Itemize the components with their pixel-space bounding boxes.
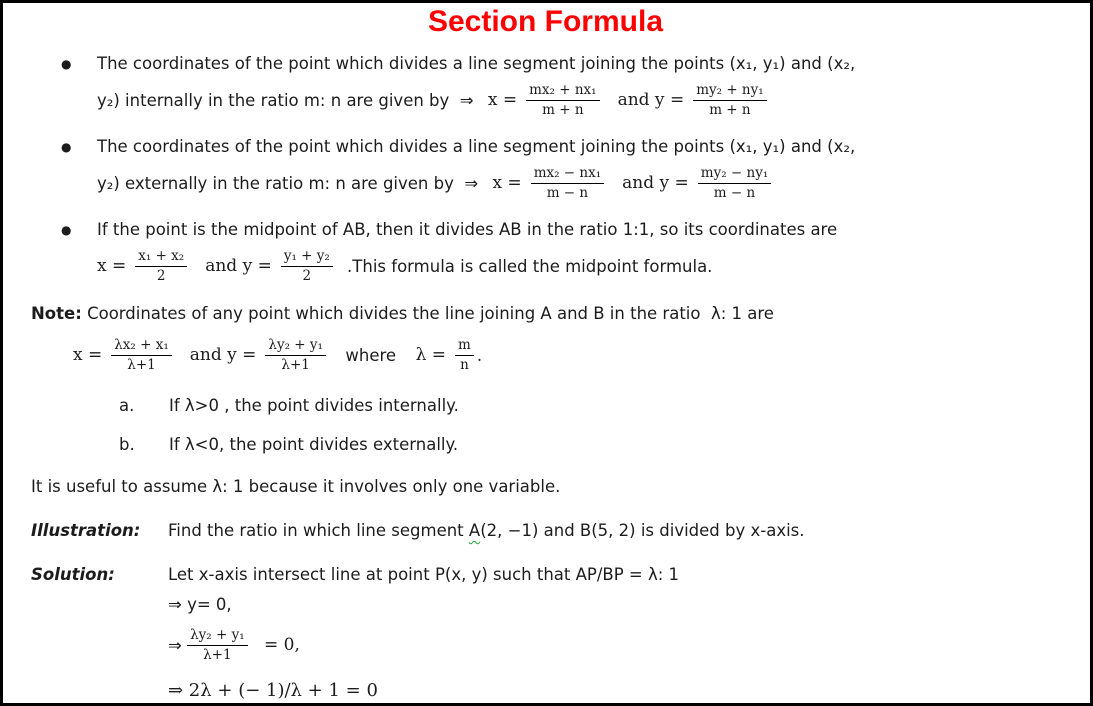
fraction-x-lambda: $\frac{\text{λx₂ + x₁}}{\lambda+1}$ [111,337,172,372]
spellcheck-squiggle: A [468,521,481,540]
solution-steps [168,562,1060,704]
fraction-m-over-n: $\frac{m}{n}$ [455,337,474,372]
list-item-b-text: If λ<0, the point divides externally. [169,435,459,454]
equation-y-label: and y = [617,90,685,110]
lambda-definition: λ = [415,345,447,365]
bullet-external-line2-prefix: y₂) externally in the ratio m: n are given by ⇒ [97,173,484,193]
bullet-external-line2 [97,160,1060,206]
bullet-icon: ● [61,57,72,71]
fraction-y-midpoint: $\frac{\text{y₁ + y₂}}{2}$ [281,248,333,283]
implies-arrow: ⇒ [168,635,188,655]
equation-y-label: and y = [189,345,257,365]
list-item-a-text: If λ>0 , the point divides internally. [169,396,459,415]
bullet-external-text [97,134,1060,206]
page-title: Section Formula [427,5,664,38]
where-text: where [334,345,407,365]
fraction-x-internal: $\frac{\text{mx₂ + nx₁}}{m + n}$ [526,82,599,117]
fraction-y-internal: $\frac{\text{my₂ + ny₁}}{m + n}$ [693,82,766,117]
note-label: Note: [31,304,82,323]
list-item-b-label: b. [119,435,135,454]
solution-row [31,562,1060,704]
period: . [476,345,483,365]
bullet-midpoint [31,217,1060,289]
bullet-internal-division [31,51,1060,123]
fraction-y-external: $\frac{\text{my₂ − ny₁}}{m - n}$ [698,165,771,200]
equation-x-label: x = [97,256,127,276]
solution-label: Solution: [31,565,115,584]
bullet-midpoint-line1: If the point is the midpoint of AB, then it divides AB in the ratio 1:1, so its coordinates are [97,220,838,239]
fraction-x-external: $\frac{\text{mx₂ − nx₁}}{m - n}$ [531,165,604,200]
solution-step-2: ⇒ y= 0, [168,595,232,614]
bullet-midpoint-text [97,217,1060,289]
equation-x-label: x = [492,173,522,193]
equation-x-label: x = [73,345,103,365]
illustration-label: Illustration: [31,521,141,540]
bullet-external-line1: The coordinates of the point which divides a line segment joining the points (x₁, y₁) and (x₂, [97,137,856,156]
solution-step-3-suffix: = 0, [258,635,300,655]
bullet-midpoint-line2 [97,243,1060,289]
illustration-text: Find the ratio in which line segment A(2, −1) and B(5, 2) is divided by x-axis. [168,521,805,540]
equation-x-label: x = [487,90,518,110]
solution-step-4: ⇒ 2λ + (− 1)/λ + 1 = 0 [168,680,378,701]
illustration-row [31,518,1060,544]
bullet-internal-text [97,51,1060,123]
bullet-internal-line1: The coordinates of the point which divides a line segment joining the points (x₁, y₁) and (x₂, [97,54,856,73]
fraction-y-lambda: $\frac{\text{λy₂ + y₁}}{\lambda+1}$ [265,337,326,372]
note-text: Coordinates of any point which divides the line joining A and B in the ratio λ: 1 are [81,304,774,323]
solution-step-1: Let x-axis intersect line at point P(x, y) such that AP/BP = λ: 1 [168,565,680,584]
useful-assumption-line: It is useful to assume λ: 1 because it involves only one variable. [31,477,561,496]
list-item-b [31,433,1060,457]
bullet-icon: ● [61,140,72,154]
list-item-a-label: a. [119,396,135,415]
bullet-internal-line2-prefix: y₂) internally in the ratio m: n are given by ⇒ [97,90,479,110]
equation-y-label: and y = [622,173,689,193]
bullet-midpoint-line2-suffix: .This formula is called the midpoint formula. [341,256,713,276]
list-item-a [31,394,1060,418]
solution-step-3 [168,620,1060,670]
note-line [31,301,1060,327]
lambda-formula-line [73,331,1060,379]
equation-y-label: and y = [205,256,272,276]
bullet-icon: ● [61,223,72,237]
fraction-x-midpoint: $\frac{\text{x₁ + x₂}}{2}$ [135,248,187,283]
bullet-external-division [31,134,1060,206]
bullet-internal-line2 [97,77,1060,123]
fraction-solution: $\frac{\text{λy₂ + y₁}}{\lambda+1}$ [187,627,248,662]
